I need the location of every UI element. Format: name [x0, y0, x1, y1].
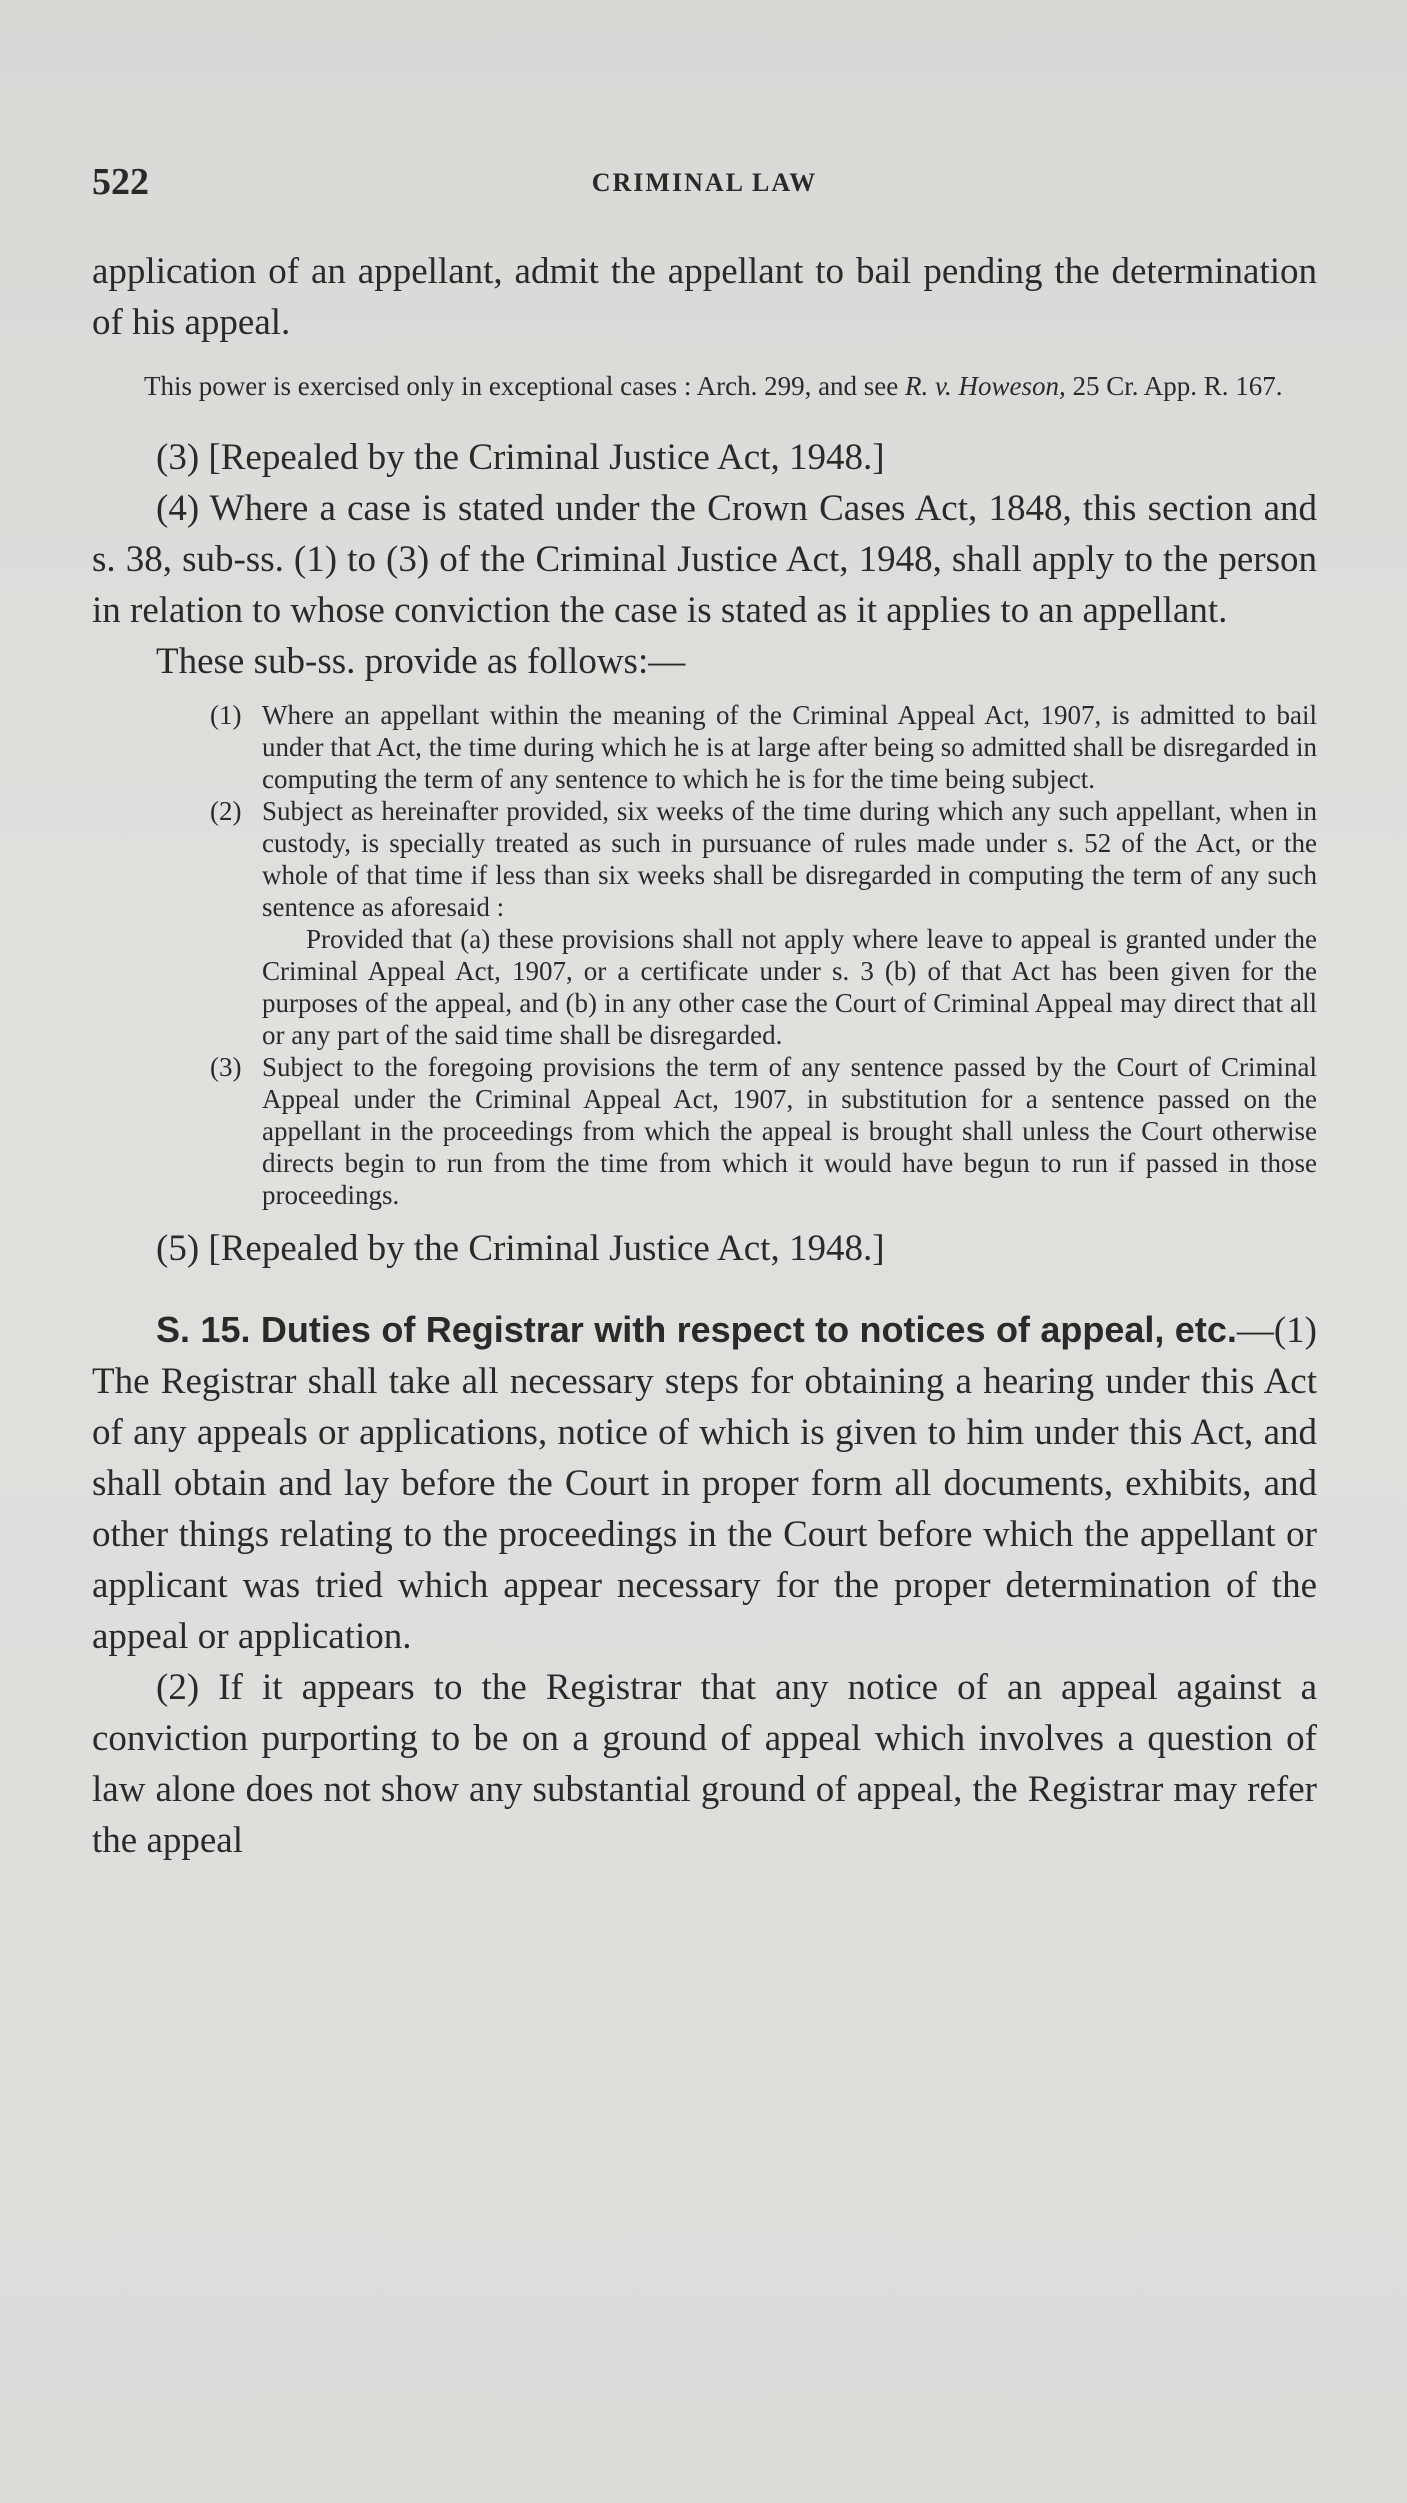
quoted-subsection-1: (1) Where an appellant within the meaning of the Criminal Appeal Act, 1907, is admitted to bail under that Act, the time during which he is at large after being so admitted shall be disregarded in computing the term of any sentence to which he is for the time being subject. [210, 700, 1317, 794]
page-number: 522 [92, 161, 149, 203]
quoted-subsection-2: (2) Subject as hereinafter provided, six weeks of the time during which any such appellant, when in custody, is specially treated as such in pursuance of rules made under s. 52 of the Act, or the whole of that time if less than six weeks shall be disregarded in computing the term of any such sentence as aforesaid : [210, 796, 1317, 922]
subsection-5: (5) [Repealed by the Criminal Justice Act, 1948.] [156, 1228, 885, 1269]
section-15-paragraph-1: S. 15. Duties of Registrar with respect to notices of appeal, etc.—(1) The Registrar shall take all necessary steps for obtaining a hearing under this Act of any appeals or applications, notice of which is given to him under this Act, and shall obtain and lay before the Court in proper form all documents, exhibits, and other things relating to the proceedings in the Court before which the appellant or applicant was tried which appear necessary for the proper determination of the appeal or application. [92, 1309, 1317, 1657]
running-head [92, 160, 1317, 210]
subsection-4: (4) Where a case is stated under the Crown Cases Act, 1848, this section and s. 38, sub-ss. (1) to (3) of the Criminal Justice Act, 1948, shall apply to the person in relation to whose conviction the case is stated as it applies to an appellant. [92, 488, 1317, 631]
running-title: CRIMINAL LAW [591, 168, 818, 197]
annotation-note: This power is exercised only in exceptional cases : Arch. 299, and see R. v. Howeson, 25 Cr. App. R. 167. [144, 371, 1283, 401]
subsection-3: (3) [Repealed by the Criminal Justice Act, 1948.] [156, 437, 885, 478]
section-15-paragraph-2: (2) If it appears to the Registrar that any notice of an appeal against a conviction purporting to be on a ground of appeal which involves a question of law alone does not show any substantial ground of appeal, the Registrar may refer the appeal [92, 1667, 1317, 1861]
quoted-subsection-3: (3) Subject to the foregoing provisions the term of any sentence passed by the Court of Criminal Appeal under the Criminal Appeal Act, 1907, in substitution for a sentence passed on the appellant in the proceedings from which the appeal is brought shall unless the Court otherwise directs begin to run from the time from which it would have begun to run if passed in those proceedings. [210, 1052, 1317, 1210]
section-15-heading: S. 15. Duties of Registrar with respect to notices of appeal, etc. [156, 1309, 1237, 1350]
case-citation: R. v. Howeson, [905, 371, 1066, 401]
continuation-paragraph: application of an appellant, admit the appellant to bail pending the determination of his appeal. [92, 251, 1317, 343]
proviso: Provided that (a) these provisions shall not apply where leave to appeal is granted under the Criminal Appeal Act, 1907, or a certificate under s. 3 (b) of that Act has been given for the purposes of the appeal, and (b) in any other case the Court of Criminal Appeal may direct that all or any part of the said time shall be disregarded. [262, 924, 1317, 1050]
these-subsections-intro: These sub-ss. provide as follows:— [156, 641, 686, 682]
